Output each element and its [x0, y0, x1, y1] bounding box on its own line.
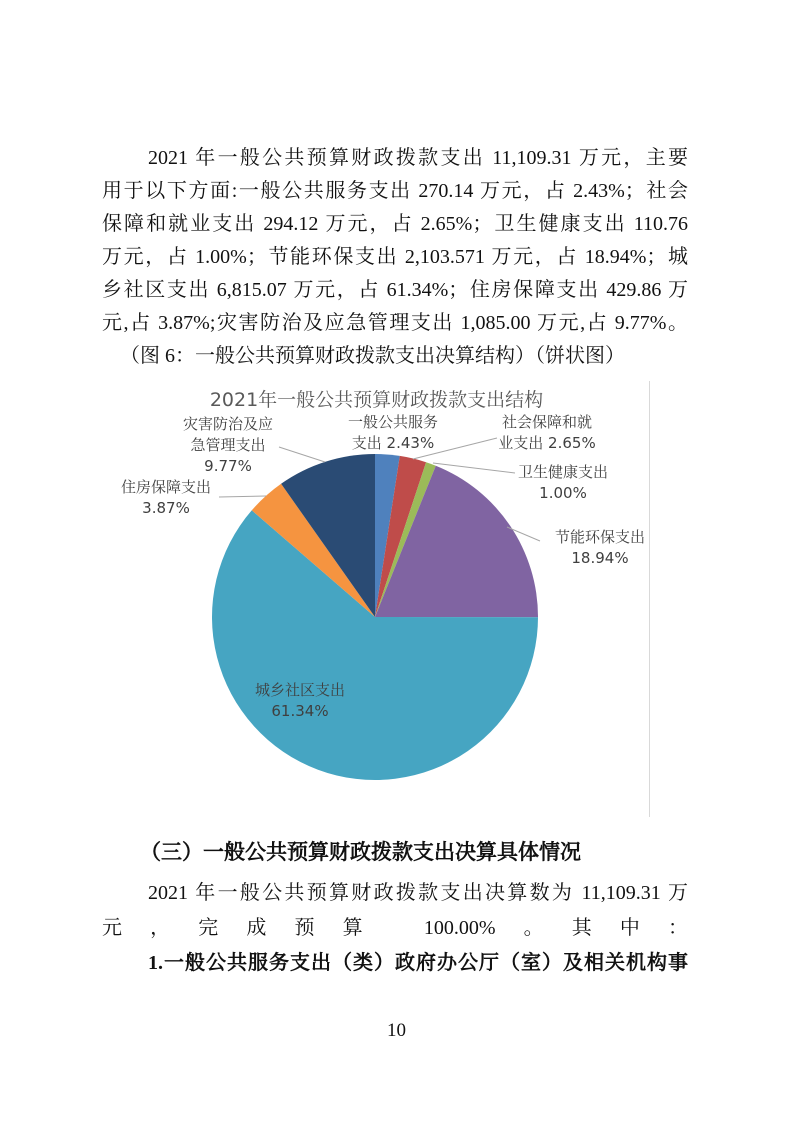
- pie-label-social-security: [477, 412, 617, 454]
- pie-label-urban-rural: [230, 680, 370, 722]
- pie-label-line: 18.94%: [571, 549, 629, 567]
- chart-title: 2021年一般公共预算财政拨款支出结构: [209, 389, 544, 411]
- section-bold-line: 1.一般公共服务支出（类）政府办公厅（室）及相关机构事: [148, 952, 688, 974]
- pie-label-disaster: [148, 414, 308, 477]
- intro-line: 乡社区支出 6,815.07 万元，占 61.34%；住房保障支出 429.86 万: [102, 279, 688, 301]
- pie-label-line: 1.00%: [539, 484, 587, 502]
- pie-label-line: 61.34%: [271, 702, 329, 720]
- intro-paragraph: [102, 142, 688, 373]
- pie-label-line: 业支出 2.65%: [498, 434, 596, 452]
- pie-label-housing: [96, 477, 236, 519]
- pie-label-line: 支出 2.43%: [351, 434, 435, 452]
- intro-line: 用于以下方面:一般公共服务支出 270.14 万元，占 2.43%；社会: [102, 180, 688, 202]
- intro-line: 2021 年一般公共预算财政拨款支出 11,109.31 万元，主要: [148, 147, 688, 169]
- section-paragraph: [102, 876, 688, 981]
- pie-label-health: [493, 462, 633, 504]
- page-number: 10: [387, 1020, 406, 1041]
- section-line: 元，完成预算 100.00%。其中：: [102, 917, 688, 939]
- section-line: 2021 年一般公共预算财政拨款支出决算数为 11,109.31 万: [148, 882, 688, 904]
- pie-label-line: 灾害防治及应: [182, 415, 273, 433]
- intro-line: 万元，占 1.00%；节能环保支出 2,103.571 万元，占 18.94%；城: [102, 246, 688, 268]
- budget-pie-chart: [104, 381, 650, 817]
- pie-label-public-service: [323, 412, 463, 454]
- figure-caption: （图 6：一般公共预算财政拨款支出决算结构）（饼状图）: [120, 345, 625, 367]
- pie-label-line: 城乡社区支出: [254, 681, 345, 699]
- pie-label-line: 节能环保支出: [554, 528, 645, 546]
- pie-label-line: 社会保障和就: [501, 413, 592, 431]
- pie-label-line: 急管理支出: [190, 436, 266, 454]
- pie-label-line: 9.77%: [204, 457, 252, 475]
- pie-label-environment: [530, 527, 670, 569]
- intro-line: 元,占 3.87%;灾害防治及应急管理支出 1,085.00 万元,占 9.77%。: [102, 312, 688, 334]
- pie-label-line: 3.87%: [142, 499, 190, 517]
- intro-line: 保障和就业支出 294.12 万元，占 2.65%；卫生健康支出 110.76: [102, 213, 688, 235]
- pie-label-line: 一般公共服务: [347, 413, 438, 431]
- pie-label-line: 住房保障支出: [120, 478, 211, 496]
- pie-label-line: 卫生健康支出: [517, 463, 608, 481]
- section-heading: （三）一般公共预算财政拨款支出决算具体情况: [140, 840, 581, 864]
